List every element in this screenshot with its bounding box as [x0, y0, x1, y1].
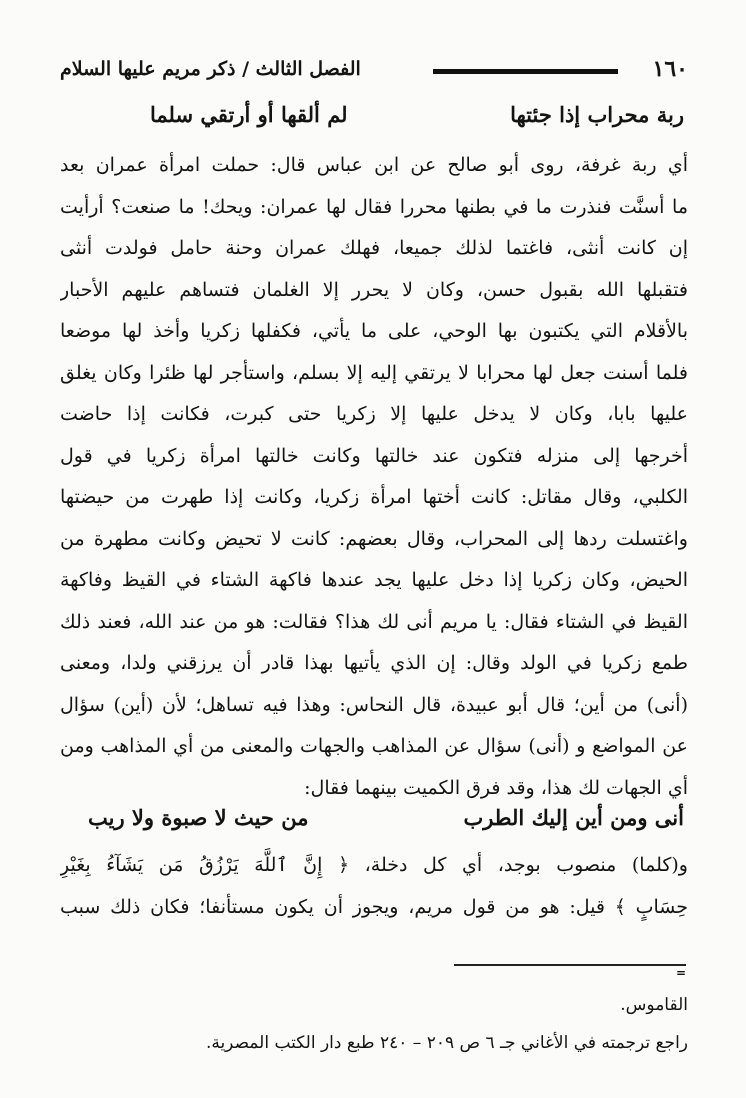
page-number: ١٦٠ [652, 56, 688, 82]
body-line: الكلبي، وقال مقاتل: كانت أختها امرأة زكريا، وكانت إذا طهرت من حيضتها [60, 486, 688, 508]
body-line: أي ربة غرفة، روى أبو صالح عن ابن عباس قال: حملت امرأة عمران بعد [60, 154, 688, 176]
body-text-continued [60, 845, 688, 928]
body-line: عليها بابا، وكان لا يدخل عليها إلا زكريا حتى كبرت، فكانت إذا حاضت [60, 403, 688, 425]
running-header [60, 52, 688, 92]
header-rule [433, 69, 618, 74]
body-line: فلما أسنت جعل لها محرابا لا يرتقي إليه إلا بسلم، واستأجر لها ظئرا وكان يغلق [60, 361, 688, 384]
body-line: فتقبلها الله بقبول حسن، وكان لا يحرر إلا الغلمان فتساهم عليهم الأحبار [60, 278, 688, 301]
footnote-mark: = [675, 966, 686, 980]
verse-top-hemistich-2: لم ألقها أو أرتقي سلما [150, 102, 348, 127]
verse-mid [88, 805, 684, 841]
verse-mid-hemistich-2: من حيث لا صبوة ولا ريب [88, 805, 309, 830]
body-line: ما أسنَّت فنذرت ما في بطنها محررا فقال لها عمران: ويحك! ما صنعت؟ أرأيت [60, 195, 688, 218]
chapter-title: الفصل الثالث / ذكر مريم عليها السلام [60, 58, 361, 80]
body-line: إن كانت أنثى، فاغتما لذلك جميعا، فهلك عمران وحنة حامل فولدت أنثى [60, 237, 688, 259]
body-line: حِسَابٍ ﴾ قيل: هو من قول مريم، ويجوز أن يكون مستأنفا؛ فكان ذلك سبب [60, 895, 688, 918]
verse-mid-hemistich-1: أنى ومن أين إليك الطرب [463, 805, 684, 830]
body-line: بالأقلام التي يكتبون بها الوحي، على ما يأتي، فكفلها زكريا وأخذ لها موضعا [60, 320, 688, 342]
body-line: أخرجها إلى منزله فتكون عند خالتها وكانت خالتها امرأة زكريا في قول [60, 444, 688, 467]
body-line: أي الجهات لك هذا، وقد فرق الكميت بينهما فقال: [304, 776, 688, 799]
footnote-rule [454, 964, 686, 966]
footnotes [60, 986, 688, 1062]
body-line: القيظ في الشتاء فقال: يا مريم أنى لك هذا؟ فقالت: هو من عند الله، فعند ذلك [60, 610, 688, 633]
footnote: القاموس. [620, 995, 688, 1015]
body-line: و(كلما) منصوب بوجد، أي كل دخلة، ﴿ إِنَّ ٱللَّهَ يَرْزُقُ مَن يَشَآءُ بِغَيْرِ [60, 854, 688, 876]
verse-top [60, 102, 684, 136]
body-line: (أنى) من أين؛ قال أبو عبيدة، قال النحاس: وهذا فيه تساهل؛ لأن (أين) سؤال [60, 693, 688, 716]
body-text [60, 145, 688, 809]
verse-top-hemistich-1: ربة محراب إذا جئتها [510, 102, 684, 127]
body-line: الحيض، وكان زكريا إذا دخل عليها يجد عندها فاكهة الشتاء في القيظ وفاكهة [60, 569, 688, 591]
footnote: راجع ترجمته في الأغاني جـ ٦ ص ٢٠٩ – ٢٤٠ طبع دار الكتب المصرية. [205, 1033, 688, 1053]
body-line: عن المواضع و (أنى) سؤال عن المذاهب والجهات والمعنى من أي المذاهب ومن [60, 735, 688, 757]
body-line: واغتسلت ردها إلى المحراب، وقال بعضهم: كانت لا تحيض وكانت مطهرة من [60, 527, 688, 550]
body-line: طمع زكريا في الولد وقال: إن الذي يأتيها بهذا قادر أن يرزقني ولدا، ومعنى [60, 652, 688, 674]
